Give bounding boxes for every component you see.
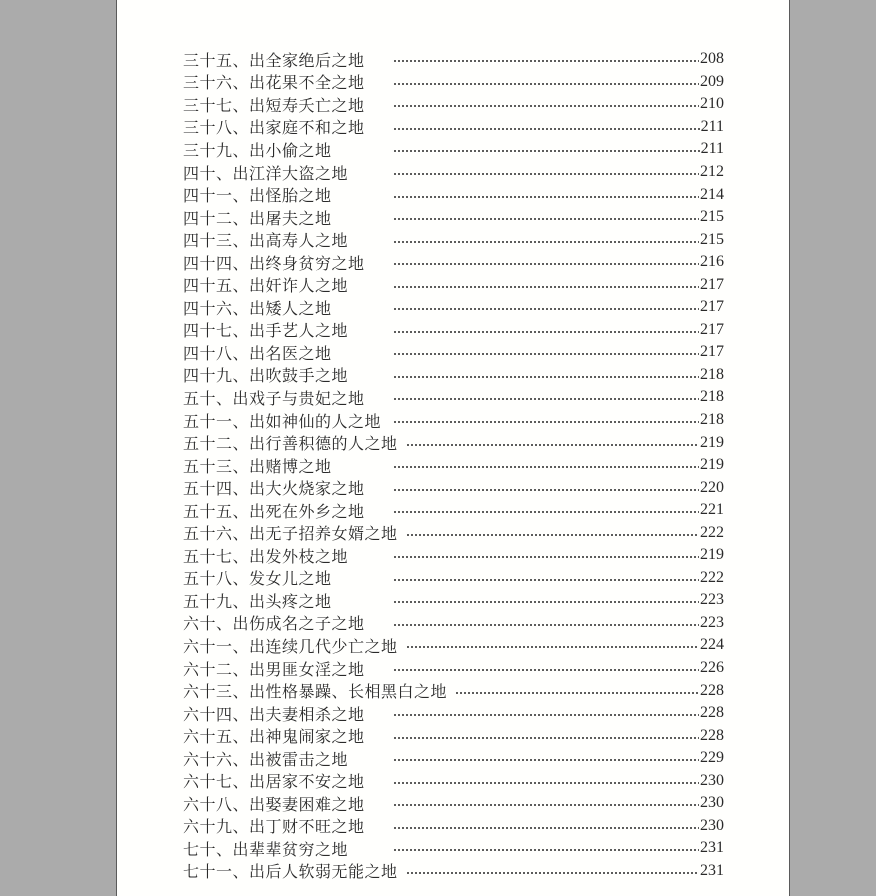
dot-leader: [393, 398, 699, 400]
toc-entry-page-number: 228: [700, 704, 724, 722]
toc-entry-title: 五十二、出行善积德的人之地: [183, 434, 398, 454]
dot-leader: [393, 601, 699, 603]
dot-leader: [393, 466, 699, 468]
toc-entry[interactable]: [183, 499, 724, 522]
toc-entry-title: 五十九、出头疼之地: [183, 591, 332, 611]
toc-entry-page-number: 219: [700, 456, 724, 474]
dot-leader: [406, 872, 699, 874]
toc-entry-page-number: 212: [700, 163, 724, 180]
dot-leader: [393, 804, 699, 806]
toc-entry[interactable]: [183, 657, 724, 680]
toc-entry-page-number: 229: [700, 749, 724, 767]
toc-entry-title: 五十六、出无子招养女婿之地: [183, 524, 398, 544]
toc-entry-page-number: 215: [700, 208, 724, 226]
toc-entry-title: 五十一、出如神仙的人之地: [183, 411, 382, 431]
toc-entry-page-number: 230: [700, 794, 724, 812]
toc-entry[interactable]: [183, 567, 724, 590]
toc-entry-title: 六十九、出丁财不旺之地: [183, 817, 365, 837]
dot-leader: [393, 173, 699, 175]
toc-entry-title: 六十一、出连续几代少亡之地: [183, 637, 398, 656]
toc-entry-page-number: 230: [700, 771, 724, 789]
toc-entry[interactable]: [183, 228, 724, 251]
toc-entry-title: 六十五、出神鬼闹家之地: [183, 727, 365, 747]
toc-entry-page-number: 217: [700, 298, 724, 316]
toc-entry[interactable]: [183, 48, 724, 71]
toc-entry-page-number: 218: [700, 411, 724, 429]
toc-entry-title: 五十八、发女儿之地: [183, 569, 332, 589]
dot-leader: [393, 331, 699, 333]
dot-leader: [393, 128, 700, 130]
dot-leader: [455, 692, 699, 694]
table-of-contents: [183, 48, 724, 882]
dot-leader: [406, 444, 699, 446]
toc-entry[interactable]: [183, 409, 724, 432]
toc-entry-title: 六十、出伤成名之子之地: [183, 614, 365, 634]
toc-entry-page-number: 220: [700, 478, 724, 496]
toc-entry[interactable]: [183, 815, 724, 838]
dot-leader: [393, 714, 699, 716]
toc-entry-title: 六十三、出性格暴躁、长相黑白之地: [183, 682, 448, 702]
toc-entry-title: 六十七、出居家不安之地: [183, 772, 365, 792]
toc-entry[interactable]: [183, 454, 724, 477]
toc-entry-page-number: 210: [700, 95, 724, 113]
dot-leader: [393, 421, 699, 423]
toc-entry[interactable]: [183, 431, 724, 454]
dot-leader: [393, 579, 699, 581]
toc-entry[interactable]: [183, 702, 724, 725]
dot-leader: [393, 241, 699, 243]
toc-entry-page-number: 230: [700, 816, 724, 834]
dot-leader: [393, 196, 699, 198]
toc-entry-title: 三十七、出短寿夭亡之地: [183, 95, 365, 115]
toc-entry[interactable]: [183, 860, 724, 883]
toc-entry-title: 五十七、出发外枝之地: [183, 546, 349, 566]
dot-leader: [393, 849, 699, 851]
toc-entry[interactable]: [183, 770, 724, 793]
toc-entry[interactable]: [183, 206, 724, 229]
toc-entry[interactable]: [183, 161, 724, 184]
toc-entry[interactable]: [183, 183, 724, 206]
toc-entry[interactable]: [183, 792, 724, 815]
toc-entry[interactable]: [183, 386, 724, 409]
toc-entry-page-number: 209: [700, 72, 724, 90]
toc-entry-page-number: 231: [700, 839, 724, 857]
toc-entry[interactable]: [183, 612, 724, 635]
dot-leader: [393, 737, 699, 739]
toc-entry[interactable]: [183, 747, 724, 770]
toc-entry-title: 四十四、出终身贫穷之地: [183, 253, 365, 273]
toc-entry-title: 四十六、出矮人之地: [183, 298, 332, 318]
toc-entry-title: 三十五、出全家绝后之地: [183, 50, 365, 70]
toc-entry-page-number: 224: [700, 636, 724, 654]
toc-entry[interactable]: [183, 634, 724, 657]
toc-entry-title: 四十七、出手艺人之地: [183, 321, 349, 341]
dot-leader: [393, 669, 699, 671]
dot-leader: [393, 286, 699, 288]
dot-leader: [406, 534, 699, 536]
toc-entry-page-number: 219: [700, 546, 724, 564]
dot-leader: [393, 489, 699, 491]
dot-leader: [393, 376, 699, 378]
toc-entry[interactable]: [183, 138, 724, 161]
toc-entry-page-number: 211: [700, 140, 724, 158]
toc-entry-page-number: 214: [700, 185, 724, 203]
toc-entry-page-number: 217: [700, 343, 724, 361]
toc-entry-page-number: 211: [700, 117, 724, 135]
toc-entry-title: 六十六、出被雷击之地: [183, 749, 349, 769]
toc-entry-page-number: 216: [700, 253, 724, 271]
toc-entry-page-number: 218: [700, 365, 724, 383]
toc-entry-title: 六十四、出夫妻相杀之地: [183, 704, 365, 724]
toc-entry-page-number: 221: [700, 501, 724, 519]
dot-leader: [406, 646, 699, 648]
toc-entry[interactable]: [183, 589, 724, 612]
toc-entry[interactable]: [183, 341, 724, 364]
toc-entry[interactable]: [183, 544, 724, 567]
dot-leader: [393, 150, 700, 152]
toc-entry-page-number: 215: [700, 230, 724, 248]
toc-entry-page-number: 226: [700, 659, 724, 677]
toc-entry[interactable]: [183, 476, 724, 499]
toc-entry-title: 四十二、出屠夫之地: [183, 208, 332, 228]
toc-entry-page-number: 218: [700, 388, 724, 406]
dot-leader: [393, 105, 699, 107]
toc-entry-title: 四十八、出名医之地: [183, 343, 332, 363]
toc-entry-page-number: 223: [700, 613, 724, 631]
toc-entry-title: 四十一、出怪胎之地: [183, 186, 332, 206]
toc-entry-title: 五十、出戏子与贵妃之地: [183, 388, 365, 408]
dot-leader: [393, 83, 699, 85]
toc-entry-title: 三十六、出花果不全之地: [183, 73, 365, 93]
toc-entry[interactable]: [183, 837, 724, 860]
toc-entry-title: 四十三、出高寿人之地: [183, 231, 349, 251]
toc-entry[interactable]: [183, 724, 724, 747]
dot-leader: [393, 827, 699, 829]
toc-entry-title: 五十四、出大火烧家之地: [183, 479, 365, 499]
toc-entry-page-number: 222: [700, 523, 724, 541]
dot-leader: [393, 782, 699, 784]
toc-entry-page-number: 228: [700, 726, 724, 744]
toc-entry-page-number: 223: [700, 591, 724, 609]
toc-entry-title: 五十三、出赌博之地: [183, 456, 332, 476]
dot-leader: [393, 511, 699, 513]
dot-leader: [393, 218, 699, 220]
dot-leader: [393, 60, 699, 62]
toc-entry-title: 五十五、出死在外乡之地: [183, 501, 365, 521]
dot-leader: [393, 624, 699, 626]
document-page: [116, 0, 790, 896]
toc-entry[interactable]: [183, 273, 724, 296]
toc-entry-title: 三十九、出小偷之地: [183, 140, 332, 160]
toc-entry-title: 三十八、出家庭不和之地: [183, 118, 365, 138]
toc-entry[interactable]: [183, 521, 724, 544]
toc-entry-page-number: 231: [700, 861, 724, 879]
toc-entry-page-number: 208: [700, 50, 724, 68]
dot-leader: [393, 353, 699, 355]
toc-entry-page-number: 219: [700, 433, 724, 451]
toc-entry[interactable]: [183, 296, 724, 319]
toc-entry-title: 六十二、出男匪女淫之地: [183, 659, 365, 679]
toc-entry-page-number: 222: [700, 568, 724, 586]
dot-leader: [393, 759, 699, 761]
toc-entry-page-number: 217: [700, 320, 724, 338]
toc-entry[interactable]: [183, 71, 724, 94]
toc-entry-title: 四十九、出吹鼓手之地: [183, 366, 349, 386]
toc-entry-title: 四十、出江洋大盗之地: [183, 163, 349, 183]
toc-entry-title: 七十一、出后人软弱无能之地: [183, 862, 398, 882]
toc-entry-title: 七十、出辈辈贫穷之地: [183, 839, 349, 859]
toc-entry[interactable]: [183, 251, 724, 274]
toc-entry-page-number: 217: [700, 275, 724, 293]
toc-entry[interactable]: [183, 319, 724, 342]
toc-entry-page-number: 228: [700, 681, 724, 699]
toc-entry-title: 四十五、出奸诈人之地: [183, 276, 349, 296]
toc-entry-title: 六十八、出娶妻困难之地: [183, 794, 365, 814]
dot-leader: [393, 556, 699, 558]
dot-leader: [393, 263, 699, 265]
toc-entry[interactable]: [183, 679, 724, 702]
dot-leader: [393, 308, 699, 310]
toc-entry[interactable]: [183, 364, 724, 387]
toc-entry[interactable]: [183, 116, 724, 139]
toc-entry[interactable]: [183, 93, 724, 116]
